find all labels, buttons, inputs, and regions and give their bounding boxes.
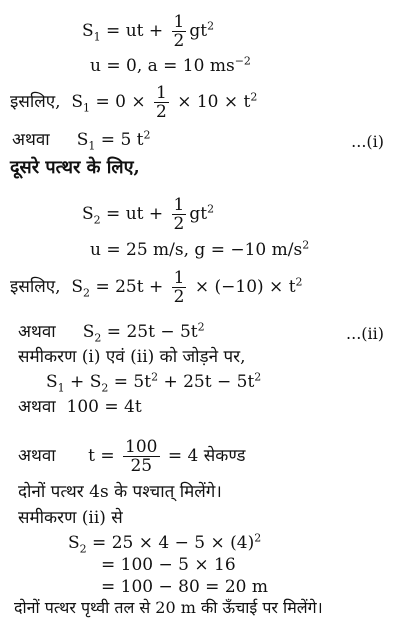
equation-s2-step-2: = 100 − 80 = 20 m bbox=[101, 577, 268, 597]
equation-time-result: अथवा t = $\frac{100}{25}$ = 4 सेकण्ड bbox=[18, 437, 246, 476]
equation-s2-general: $S_2$ = ut + $\frac{1}{2}$ $gt^2$ bbox=[82, 195, 215, 234]
equation-s2-step-1: = 100 − 5 × 16 bbox=[101, 555, 236, 575]
equation-s2-result: अथवा $S_2 = 25t - 5t^2$ bbox=[18, 320, 205, 345]
fraction-half: $\frac{1}{2}$ bbox=[173, 268, 185, 307]
equation-label-i: ...(i) bbox=[351, 132, 384, 151]
equation-s2-compute: $S_2 = 25 \times 4 - 5 \times (4)^2$ bbox=[68, 531, 262, 556]
equation-sum: $S_1 + S_2 = 5t^2 + 25t - 5t^2$ bbox=[46, 370, 262, 395]
text-meeting-time: दोनों पत्थर 4s के पश्चात् मिलेंगे। bbox=[18, 482, 222, 502]
fraction-half: $\frac{1}{2}$ bbox=[155, 83, 167, 122]
equation-100-eq-4t: अथवा 100 = 4t bbox=[18, 397, 142, 417]
given-values-stone-2: u = 25 m/s, g = −10 $m/s^2$ bbox=[90, 238, 310, 260]
equation-s1-result: अथवा $S_1 = 5$ $t^2$ bbox=[12, 128, 151, 153]
section-heading-second-stone: दूसरे पत्थर के लिए, bbox=[10, 157, 140, 178]
equation-s1-general: $S_1$ = ut + $\frac{1}{2}$ $gt^2$ bbox=[82, 12, 215, 51]
text-from-equation-ii: समीकरण (ii) से bbox=[18, 508, 123, 528]
fraction-half: $\frac{1}{2}$ bbox=[173, 195, 185, 234]
fraction-half: $\frac{1}{2}$ bbox=[173, 12, 185, 51]
equation-s1-substituted: इसलिए, $S_1 = 0$ × $\frac{1}{2}$ × $10 \times t^2$ bbox=[10, 83, 258, 122]
text-meeting-height: दोनों पत्थर पृथ्वी तल से 20 m की ऊँचाई पर मिलेंगे। bbox=[14, 598, 323, 617]
text-adding-equations: समीकरण (i) एवं (ii) को जोड़ने पर, bbox=[18, 347, 246, 367]
fraction-100-over-25: $\frac{100}{25}$ bbox=[125, 437, 158, 476]
equation-s2-substituted: इसलिए, $S_2 = 25t$ + $\frac{1}{2}$ × $(-10) \times t^2$ bbox=[10, 268, 303, 307]
given-values-stone-1: u = 0, a = 10 $ms^{-2}$ bbox=[90, 54, 251, 76]
equation-label-ii: ...(ii) bbox=[346, 324, 384, 343]
